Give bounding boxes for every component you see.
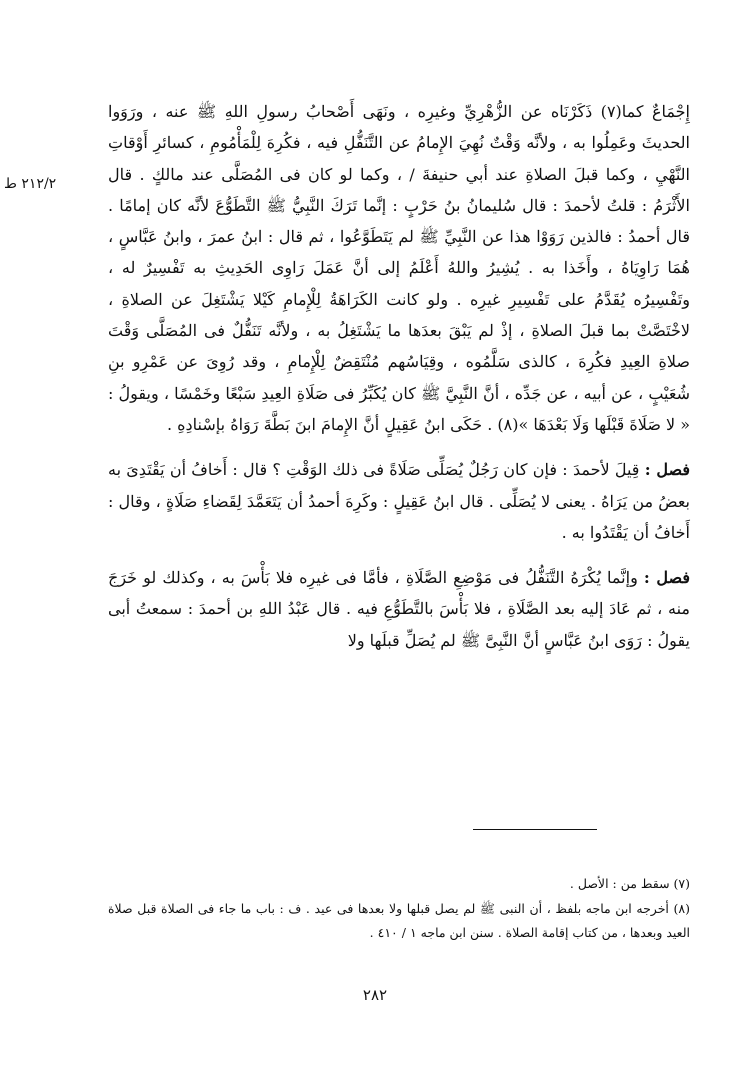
- paragraph-1: [108, 96, 690, 440]
- page-number: ٢٨٢: [362, 986, 388, 1004]
- paragraph-3: [108, 562, 690, 656]
- paragraph-2: [108, 454, 690, 548]
- section-heading-fasl: فصل :: [644, 460, 691, 480]
- footnote-separator: [473, 829, 597, 830]
- main-text: [108, 96, 690, 656]
- footnote-7: (٧) سقط من : الأصل .: [569, 876, 690, 891]
- footnote-8: (٨) أخرجه ابن ماجه بلفظ ، أن النبى ﷺ لم يصل قبلها ولا بعدها فى عيد . ف : باب ما جاء فى الصلاة قبل صلاة العيد وبعدها ، من كتاب إقامة الصلاة . سنن ابن ماجه ١ / ٤١٠ .: [108, 900, 690, 940]
- paragraph-gap: [108, 548, 690, 562]
- paragraph-1-text: إِجْمَاعٌ كما(٧) ذَكَرْنَاه عن الزُّهْرِيِّ وغيرِه ، ونَهَى أَصْحابُ رسولِ اللهِ ﷺ عنه ، ورَوَوا الحديثَ وعَمِلُوا به ، ولأنَّه وَقْتٌ نُهِيَ الإِمامُ عن التَّنَفُّلِ فيه ، فكُرِهَ لِلْمَأْمُومِ ، كسائرِ أَوْقاتِ النَّهْيِ ، وكما قبلَ الصلاةِ عند أبي حنيفةَ / ، وكما لو كان فى المُصَلَّى عند مالكٍ . قال الأَثْرَمُ : قلتُ لأحمدَ : قال سُليمانُ بنُ حَرْبٍ : إنَّما تَرَكَ النَّبِيُّ ﷺ التَّطَوُّعَ لأنَّه كان إمامًا . قال أحمدُ : فالذين رَوَوْا هذا عن النَّبِيِّ ﷺ لم يَتَطَوَّعُوا ، ثم قال : ابنُ عمرَ ، وابنُ عَبَّاسٍ ، هُمَا رَاوِيَاهُ ، وأَخَذا به . يُشِيرُ واللهُ أَعْلَمُ إلى أنَّ عَمَلَ رَاوِى الحَدِيثِ به تَفْسِيرٌ له ، وتَفْسِيرُه يُقَدَّمُ على تَفْسِيرِ غيرِه . ولو كانت الكَرَاهَةُ لِلْإِمامِ كَيْلا يَشْتَغِلَ عن الصلاةِ ، لاخْتَصَّتْ بما قبلَ الصلاةِ ، إذْ لم يَبْقَ بعدَها ما يَشْتَغِلُ به ، ولأنَّه تَنَفُّلٌ فى المُصَلَّى وَقْتَ صلاةِ العِيدِ فكُرِهَ ، كالذى سَلَّمُوه ، وقِيَاسُهم مُنْتَقِضٌ لِلْإِمامِ ، وقد رُوِىَ عن عَمْرِو بنِ شُعَيْبٍ ، عن أبيه ، عن جَدِّه ، أنَّ النَّبِيَّ ﷺ كان يُكَبِّرُ فى صَلَاةِ العِيدِ سَبْعًا وخَمْسًا ، ويقولُ : « لا صَلَاةَ قَبْلَها وَلَا بَعْدَهَا »(٨) . حَكَى ابنُ عَقِيلٍ أنَّ الإِمامَ ابنَ بَطَّةَ رَوَاهُ بإسْنادِهِ .: [108, 102, 691, 434]
- footnotes: [108, 872, 690, 946]
- section-heading-fasl: فصل :: [643, 568, 690, 588]
- margin-page-reference: ٢١٢/٢ ط: [4, 176, 57, 192]
- paragraph-gap: [108, 440, 690, 454]
- paragraph-3-text: وإنَّما يُكْرَهُ التَّنَفُّلُ فى مَوْضِعِ الصَّلَاةِ ، فأمَّا فى غيرِه فلا بَأْسَ به ، وكذلك لو خَرَجَ منه ، ثم عَادَ إليه بعد الصَّلَاةِ ، فلا بَأْسَ بالتَّطَوُّعِ فيه . قال عَبْدُ اللهِ بن أحمدَ : سمعتُ أبى يقولُ : رَوَى ابنُ عَبَّاسٍ أنَّ النَّبِىَّ ﷺ لم يُصَلِّ قبلَها ولا: [108, 568, 691, 650]
- paragraph-2-text: قِيلَ لأحمدَ : فإن كان رَجُلٌ يُصَلِّى صَلَاةً فى ذلك الوَقْتِ ؟ قال : أَخافُ أن يَقْتَدِىَ به بعضُ من يَرَاهُ . يعنى لا يُصَلِّى . قال ابنُ عَقِيلٍ : وكَرِهَ أحمدُ أن يَتَعَمَّدَ لِقَضاءِ صَلَاةٍ ، وقال : أَخافُ أن يَقْتَدُوا به .: [108, 460, 690, 542]
